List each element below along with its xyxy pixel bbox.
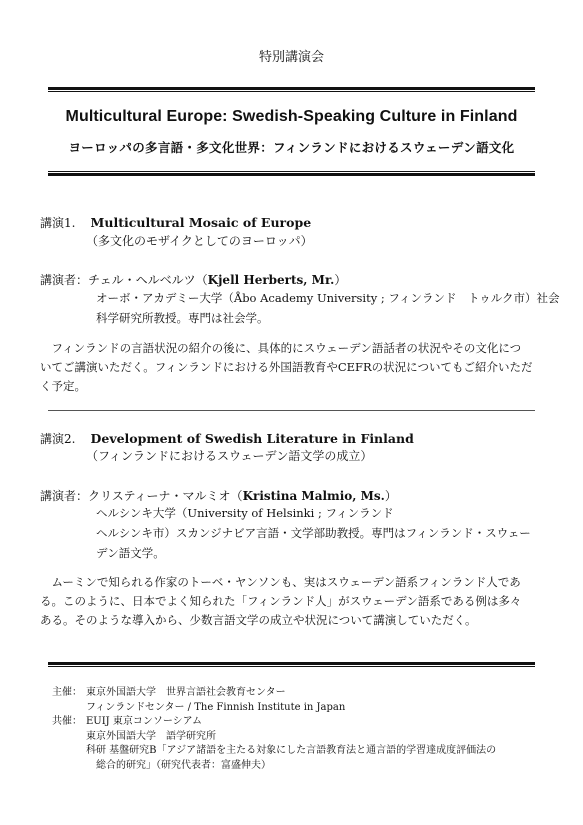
cosponsor-line: 東京外国語大学 語学研究所 (86, 730, 216, 742)
description-line: いてご講演いただく。フィンランドにおける外国語教育やCEFRの状況についてもご紹介いただ (40, 360, 533, 374)
description-line: く予定。 (40, 379, 86, 393)
lecture-1-heading (40, 212, 311, 231)
speaker-1-prefix: 講演者：チェル・ヘルベルツ（ (40, 273, 208, 287)
organizer-label: 主催： (52, 687, 82, 698)
footer-top-rule (48, 662, 535, 667)
speaker-1-name: Kjell Herberts, Mr. (207, 273, 335, 287)
speaker-2-prefix: 講演者：クリスティーナ・マルミオ（ (40, 489, 243, 503)
title-english: Multicultural Europe: Swedish-Speaking Culture in Finland (65, 108, 518, 125)
event-type-label: 特別講演会 (258, 50, 324, 65)
affiliation-line: ヘルシンキ大学（University of Helsinki ; フィンランド (96, 506, 394, 520)
lecture-1-subtitle: （多文化のモザイクとしてのヨーロッパ） (86, 234, 313, 248)
cosponsor-row (52, 715, 552, 730)
lecture-2-subtitle: （フィンランドにおけるスウェーデン語文学の成立） (86, 449, 373, 463)
cosponsor-line: EUIJ 東京コンソーシアム (86, 716, 202, 727)
organizer-line: フィンランドセンター / The Finnish Institute in Japan (86, 701, 346, 713)
title-japanese: ヨーロッパの多言語・多文化世界：フィンランドにおけるスウェーデン語文化 (68, 140, 515, 155)
lecture-1-number: 講演1. (40, 216, 76, 230)
cosponsor-line: 科研 基盤研究B「アジア諸語を主たる対象にした言語教育法と通言語的学習達成度評価法の (86, 745, 497, 756)
affiliation-line: ヘルシンキ市）スカンジナビア言語・文学部助教授。専門はフィンランド・スウェー (96, 526, 531, 540)
description-line: ムーミンで知られる作家のトーベ・ヤンソンも、実はスウェーデン語系フィンランド人であ (40, 575, 521, 589)
lecture-1-affiliation (96, 288, 559, 328)
lecture-2-speaker (40, 487, 397, 504)
speaker-2-suffix: ） (384, 489, 397, 503)
organizer-row (52, 686, 552, 701)
lecture-2-description (40, 573, 550, 630)
lecture-1-title: Multicultural Mosaic of Europe (90, 215, 312, 230)
lecture-2-title: Development of Swedish Literature in Finland (90, 431, 414, 446)
title-top-rule (48, 87, 535, 92)
description-line: ある。そのような導入から、少数言語文学の成立や状況について講演していただく。 (40, 613, 477, 627)
lecture-divider (48, 410, 535, 411)
affiliation-line: デン語文学。 (96, 546, 165, 560)
speaker-2-name: Kristina Malmio, Ms. (242, 489, 385, 503)
description-line: る。このように、日本でよく知られた「フィンランド人」がスウェーデン語系である例は多々 (40, 594, 522, 608)
lecture-2-heading (40, 428, 414, 447)
organizer-line: 東京外国語大学 世界言語社会教育センター (86, 687, 286, 698)
affiliation-line: 科学研究所教授。専門は社会学。 (96, 311, 269, 325)
lecture-2-affiliation (96, 503, 531, 563)
lecture-2-number: 講演2. (40, 432, 76, 446)
lecture-1-description (40, 339, 550, 396)
description-line: フィンランドの言語状況の紹介の後に、具体的にスウェーデン語話者の状況やその文化につ (40, 341, 522, 355)
title-bottom-rule (48, 171, 535, 176)
cosponsor-label: 共催： (52, 716, 82, 727)
footer-credits (52, 686, 552, 773)
lecture-1-speaker (40, 271, 346, 288)
affiliation-line: オーボ・アカデミー大学（Åbo Academy University ; フィンランド トゥルク市）社会 (96, 291, 560, 305)
speaker-1-suffix: ） (334, 273, 347, 287)
cosponsor-line: 総合的研究」（研究代表者：富盛伸夫） (86, 759, 271, 771)
